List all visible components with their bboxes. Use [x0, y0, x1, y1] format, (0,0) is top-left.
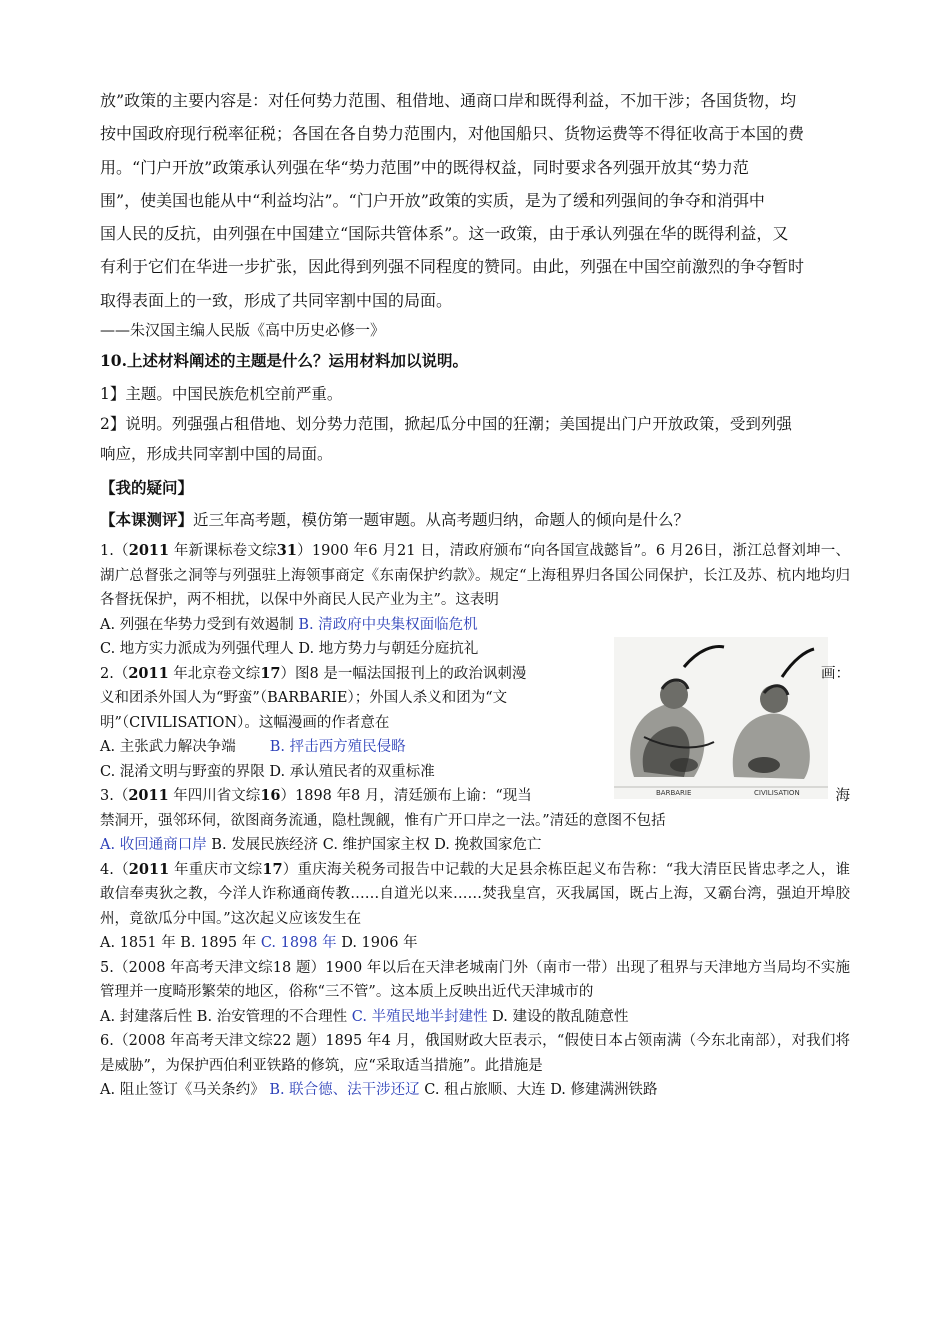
- q4-option-d: D. 1906 年: [336, 935, 418, 952]
- question-2-line-3: 明”（CIVILISATION）。这幅漫画的作者意在: [100, 714, 390, 731]
- q1-number: 31: [276, 542, 297, 560]
- q3-number: 16: [260, 787, 281, 805]
- q5-options-ab: A. 封建落后性 B. 治安管理的不合理性: [100, 1008, 352, 1025]
- q6-option-a: A. 阻止签订《马关条约》: [100, 1082, 270, 1099]
- q3-year: 2011: [128, 787, 169, 805]
- q4-paper: 年重庆市文综: [169, 861, 263, 878]
- q4-text: ）重庆海关税务司报告中记载的大足县余栋臣起义布告称：“我大清臣民皆忠孝之人，谁敢信奉夷狄之教，今洋人诈称通商传教……自道光以来……焚我皇宫，灭我属国，既占上海，又霸台湾，强迫开埠胶州，竟欲瓜分中国。”这次起义应该发生在: [100, 861, 850, 927]
- question-5-stem: 5.（2008 年高考天津文综18 题）1900 年以后在天津老城南门外（南市一带）出现了租界与天津地方当局均不实施管理并一度畸形繁荣的地区，俗称“三不管”。这本质上反映出近代天津城市的: [100, 959, 850, 1001]
- q2-prefix: 2.（: [100, 665, 129, 682]
- material-line: 取得表面上的一致，形成了共同宰割中国的局面。: [100, 290, 453, 310]
- q5-option-d: D. 建设的散乱随意性: [487, 1008, 629, 1025]
- material-passage: [100, 84, 850, 341]
- q1-option-b-answer: B. 清政府中央集权面临危机: [298, 616, 478, 633]
- q3-prefix: 3.（: [100, 788, 129, 805]
- q4-prefix: 4.（: [100, 861, 129, 878]
- q2-option-b-answer: B. 抨击西方殖民侵略: [269, 739, 406, 756]
- page-content: [100, 84, 850, 1103]
- q6-options-cd: C. 租占旅顺、大连 D. 修建满洲铁路: [419, 1082, 658, 1099]
- q2-number: 17: [260, 664, 281, 682]
- q1-prefix: 1.（: [100, 543, 129, 560]
- question-1-options-ab: [100, 613, 850, 638]
- caption-civilisation: CIVILISATION: [754, 789, 800, 798]
- q3-paper: 年四川省文综: [168, 788, 261, 805]
- test-intro: [100, 505, 850, 535]
- material-line: 用。“门户开放”政策承认列强在华“势力范围”中的既得权益，同时要求各列强开放其“势力范: [100, 157, 749, 177]
- question-5-options: [100, 1005, 850, 1030]
- my-questions-heading: 【我的疑问】: [100, 478, 194, 498]
- q4-number: 17: [262, 860, 283, 878]
- question-6-stem: 6.（2008 年高考天津文综22 题）1895 年4 月，俄国财政大臣表示，“假使日本占领南满（今东北南部），对我们将是威胁”，为保护西伯利亚铁路的修筑，应“采取适当措施”。此措施是: [100, 1033, 850, 1074]
- question-2-line-1: [100, 662, 850, 687]
- q5-option-c-answer: C. 半殖民地半封建性: [351, 1008, 488, 1025]
- caption-barbarie: BARBARIE: [656, 789, 692, 798]
- q1-option-d: D. 地方势力与朝廷分庭抗礼: [298, 641, 479, 658]
- question-4-options: [100, 931, 850, 956]
- q2-paper: 年北京卷文综: [168, 665, 261, 682]
- q2-option-a: A. 主张武力解决争端: [100, 739, 236, 756]
- q2-line-end: 画：: [821, 665, 850, 682]
- material-line: 国人民的反抗，由列强在中国建立“国际共管体系”。这一政策，由于承认列强在华的既得利益，又: [100, 224, 789, 244]
- material-source: ——朱汉国主编人民版《高中历史必修一》: [100, 321, 386, 340]
- material-line: 按中国政府现行税率征税；各国在各自势力范围内，对他国船只、货物运费等不得征收高于本国的费: [100, 124, 805, 144]
- q2-year: 2011: [128, 664, 169, 682]
- material-line: 有利于它们在华进一步扩张，因此得到列强不同程度的赞同。由此，列强在中国空前激烈的争夺暂时: [100, 257, 805, 277]
- q4-option-c-answer: C. 1898 年: [260, 935, 337, 952]
- q1-option-a: A. 列强在华势力受到有效遏制: [100, 616, 294, 633]
- question-1-stem: [100, 539, 850, 613]
- q3-text: ）1898 年8 月，清廷颁布上谕：“现当: [280, 788, 532, 805]
- question-3-line-1: [100, 784, 850, 809]
- answer-explain-line: 2】说明。列强强占租借地、划分势力范围，掀起瓜分中国的狂潮；美国提出门户开放政策，受到列强: [100, 415, 792, 434]
- test-label: 【本课测评】: [100, 510, 194, 530]
- question-4-stem: [100, 858, 850, 932]
- answer-explain-line: 响应，形成共同宰割中国的局面。: [100, 445, 333, 464]
- question-3-line-2: 禁洞开，强邻环伺，欲图商务流通，隐杜觊觎，惟有广开口岸之一法。”清廷的意图不包括: [100, 812, 666, 829]
- q3-option-a-answer: A. 收回通商口岸: [100, 837, 207, 854]
- q4-year: 2011: [128, 860, 170, 878]
- q1-option-c: C. 地方实力派成为列强代理人: [100, 641, 294, 658]
- questions-with-cartoon: [100, 637, 850, 809]
- material-line: 围”，使美国也能从中“利益均沾”。“门户开放”政策的实质，是为了缓和列强间的争夺和消弭中: [100, 190, 765, 210]
- test-text: 近三年高考题，模仿第一题审题。从高考题归纳，命题人的倾向是什么？: [193, 511, 690, 530]
- q3-line-end: 海: [835, 788, 850, 805]
- answer-theme: 1】主题。中国民族危机空前严重。: [100, 385, 343, 404]
- question-6-options: [100, 1078, 850, 1103]
- question-10-title: 10.上述材料阐述的主题是什么？运用材料加以说明。: [100, 351, 468, 371]
- q6-option-b-answer: B. 联合德、法干涉还辽: [269, 1082, 420, 1099]
- q1-paper: 年新课标卷文综: [169, 543, 277, 560]
- question-2-options-cd: C. 混淆文明与野蛮的界限 D. 承认殖民者的双重标准: [100, 763, 435, 780]
- q1-year: 2011: [128, 542, 170, 560]
- q2-text: ）图8 是一幅法国报刊上的政治讽刺漫: [280, 665, 527, 682]
- q3-options-bcd: B. 发展民族经济 C. 维护国家主权 D. 挽救国家危亡: [206, 837, 542, 854]
- q1-text: ）1900 年6 月21 日，清政府颁布“向各国宣战懿旨”。6 月26日，浙江总督刘坤一、湖广总督张之洞等与列强驻上海领事商定《东南保护约款》。规定“上海租界归各国公同保护，长江及苏、杭内地均归各督抚保护，两不相扰，以保中外商民人民产业为主”。这表明: [100, 543, 850, 609]
- q4-options-ab: A. 1851 年 B. 1895 年: [100, 935, 261, 952]
- question-2-line-2: 义和团杀外国人为“野蛮”（BARBARIE）；外国人杀义和团为“文: [100, 690, 508, 707]
- material-line: 放”政策的主要内容是：对任何势力范围、租借地、通商口岸和既得利益，不加干涉；各国货物，均: [100, 91, 797, 110]
- question-3-options: [100, 833, 850, 858]
